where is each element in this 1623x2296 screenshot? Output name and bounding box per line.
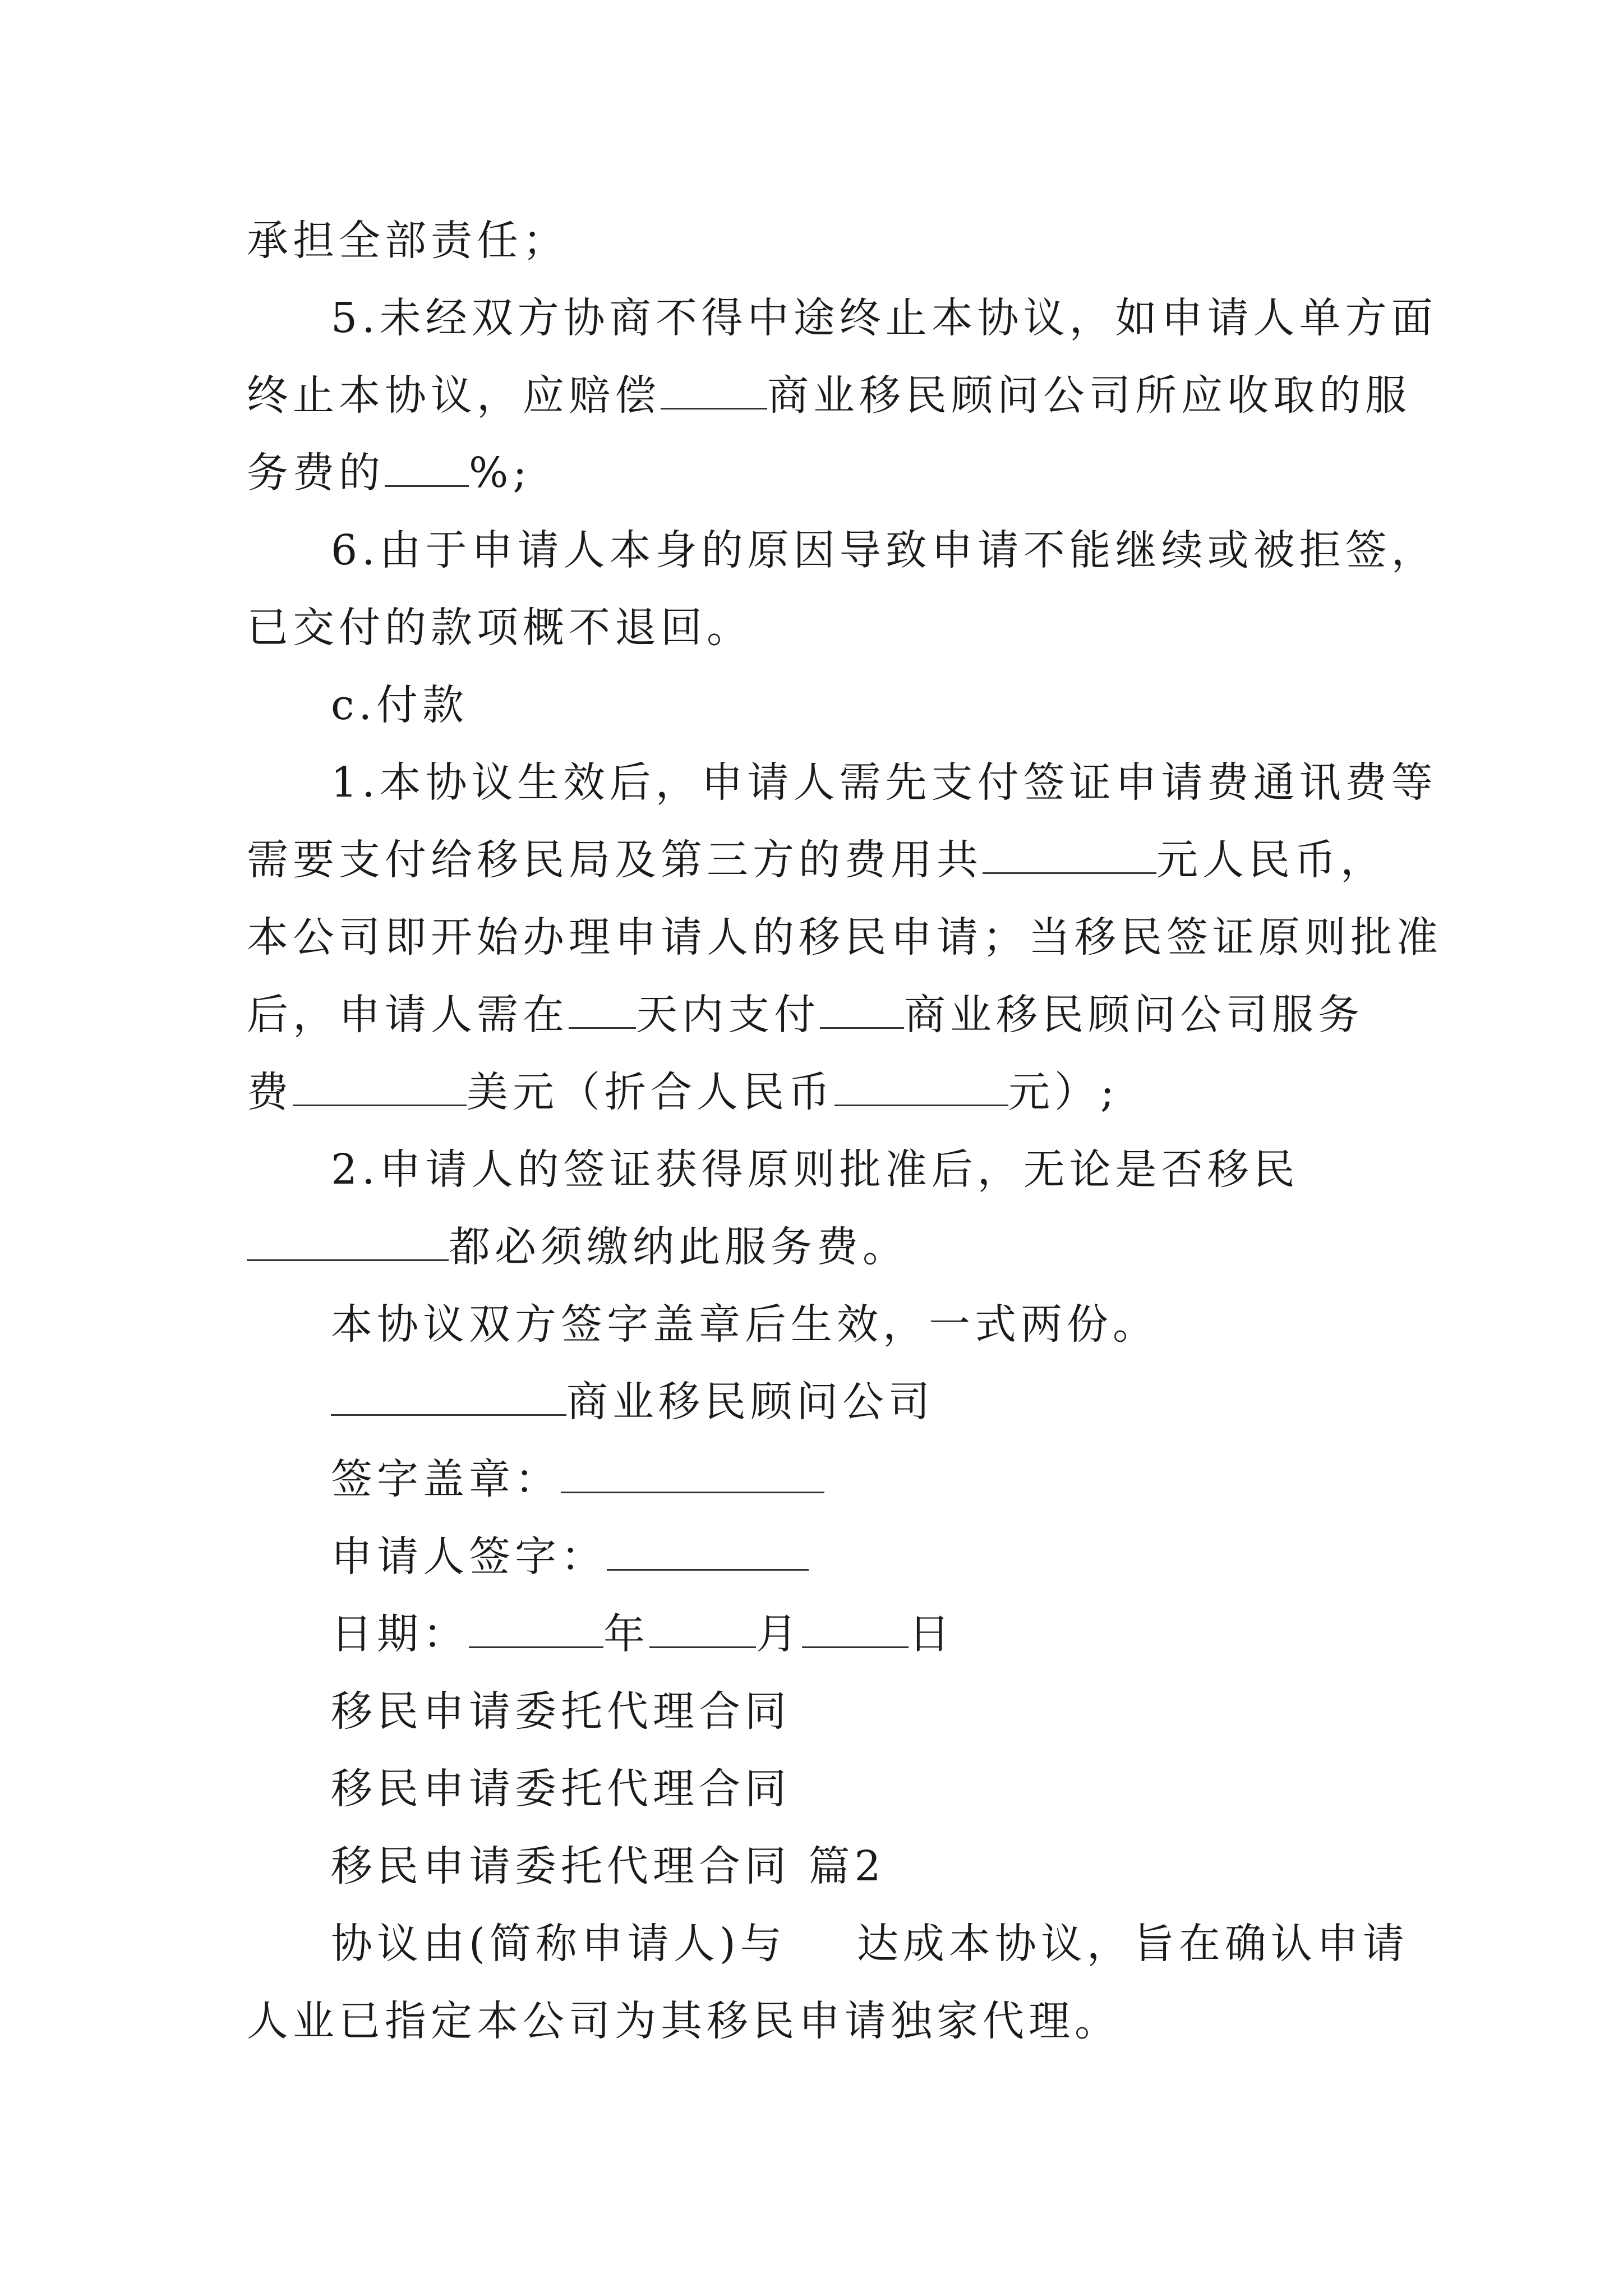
payment-1-line-4 — [247, 976, 1385, 1053]
blank-field[interactable] — [820, 992, 904, 1029]
agreement-line-2 — [247, 1982, 1385, 2060]
paragraph-text: 2.申请人的签证获得原则批准后，无论是否移民 — [331, 1145, 1299, 1194]
paragraph-text: 商业移民顾问公司服务 — [904, 991, 1364, 1039]
seal-signature-field[interactable] — [561, 1457, 824, 1493]
seal-label: 签字盖章： — [331, 1455, 561, 1503]
paragraph-text: 需要支付给移民局及第三方的费用共 — [247, 836, 983, 884]
blank-field[interactable] — [385, 450, 469, 487]
payment-2-line-2 — [247, 1208, 1385, 1286]
paragraph-text: 5.未经双方协商不得中途终止本协议，如申请人单方面 — [331, 294, 1437, 342]
blank-field[interactable] — [331, 1379, 566, 1416]
applicant-signature-field[interactable] — [607, 1534, 809, 1571]
clause-6-line-1 — [247, 512, 1437, 589]
paragraph-text: 元）; — [1008, 1068, 1119, 1116]
payment-2-line-1 — [247, 1131, 1385, 1208]
paragraph-text: 天内支付 — [636, 991, 820, 1039]
effect-clause — [247, 1286, 1385, 1363]
day-label: 日 — [909, 1610, 955, 1658]
clause-5-line-2 — [247, 357, 1411, 434]
contract-title-1 — [247, 1673, 1385, 1750]
payment-1-line-2 — [247, 821, 1385, 899]
section-heading-payment — [247, 666, 1385, 744]
paragraph-text: 1.本协议生效后，申请人需先支付签证申请费通讯费等 — [331, 758, 1437, 807]
heading-text: 移民申请委托代理合同 篇2 — [331, 1842, 886, 1890]
paragraph-text: 本协议双方签字盖章后生效，一式两份。 — [331, 1300, 1159, 1349]
heading-text: 移民申请委托代理合同 — [331, 1765, 791, 1813]
contract-title-2 — [247, 1750, 1385, 1828]
company-seal-line — [247, 1441, 1385, 1518]
paragraph-text: 6.由于申请人本身的原因导致申请不能继续或被拒签， — [331, 526, 1437, 574]
year-field[interactable] — [469, 1612, 603, 1648]
payment-1-line-3 — [247, 899, 1442, 976]
month-label: 月 — [756, 1610, 802, 1658]
paragraph-text: 费 — [247, 1068, 293, 1116]
blank-field[interactable] — [983, 838, 1156, 874]
paragraph-text: 务费的 — [247, 449, 385, 497]
payment-1-line-1 — [247, 744, 1437, 821]
paragraph-text: 本公司即开始办理申请人的移民申请；当移民签证原则批准 — [247, 913, 1442, 961]
clause-6-line-2 — [247, 589, 1385, 666]
paragraph-text: 美元（折合人民币 — [467, 1068, 834, 1116]
blank-field[interactable] — [569, 992, 636, 1029]
heading-text: 移民申请委托代理合同 — [331, 1687, 791, 1736]
company-signature-line — [247, 1363, 1385, 1441]
company-label: 商业移民顾问公司 — [566, 1378, 934, 1426]
paragraph-text: 后，申请人需在 — [247, 991, 569, 1039]
paragraph-text: 协议由(简称申请人)与 达成本协议，旨在确认申请 — [331, 1920, 1409, 1968]
date-label: 日期： — [331, 1610, 469, 1658]
clause-5-line-1 — [247, 279, 1437, 357]
paragraph-text: 终止本协议，应赔偿 — [247, 371, 661, 420]
clause-5-line-3 — [247, 434, 1385, 512]
agreement-line-1 — [247, 1905, 1409, 1982]
paragraph-text: 商业移民顾问公司所应收取的服 — [767, 371, 1411, 420]
payment-1-line-5 — [247, 1053, 1385, 1131]
month-field[interactable] — [649, 1612, 756, 1648]
paragraph-text: 承担全部责任； — [247, 217, 569, 265]
applicant-signature-line — [247, 1518, 1385, 1595]
paragraph-text: 都必须缴纳此服务费。 — [449, 1223, 909, 1271]
text-line — [247, 202, 1385, 279]
blank-field[interactable] — [293, 1070, 467, 1106]
blank-field[interactable] — [247, 1225, 449, 1261]
date-line — [247, 1595, 1385, 1673]
paragraph-text: 元人民币， — [1156, 836, 1386, 884]
applicant-signature-label: 申请人签字： — [331, 1533, 607, 1581]
paragraph-text: %; — [469, 449, 532, 497]
year-label: 年 — [603, 1610, 649, 1658]
paragraph-text: 人业已指定本公司为其移民申请独家代理。 — [247, 1997, 1121, 2045]
blank-field[interactable] — [834, 1070, 1008, 1106]
day-field[interactable] — [802, 1612, 909, 1648]
paragraph-text: 已交付的款项概不退回。 — [247, 604, 753, 652]
contract-title-3 — [247, 1828, 1385, 1905]
blank-field[interactable] — [661, 373, 767, 409]
section-heading: c.付款 — [331, 681, 468, 729]
document-body — [247, 202, 1442, 2060]
